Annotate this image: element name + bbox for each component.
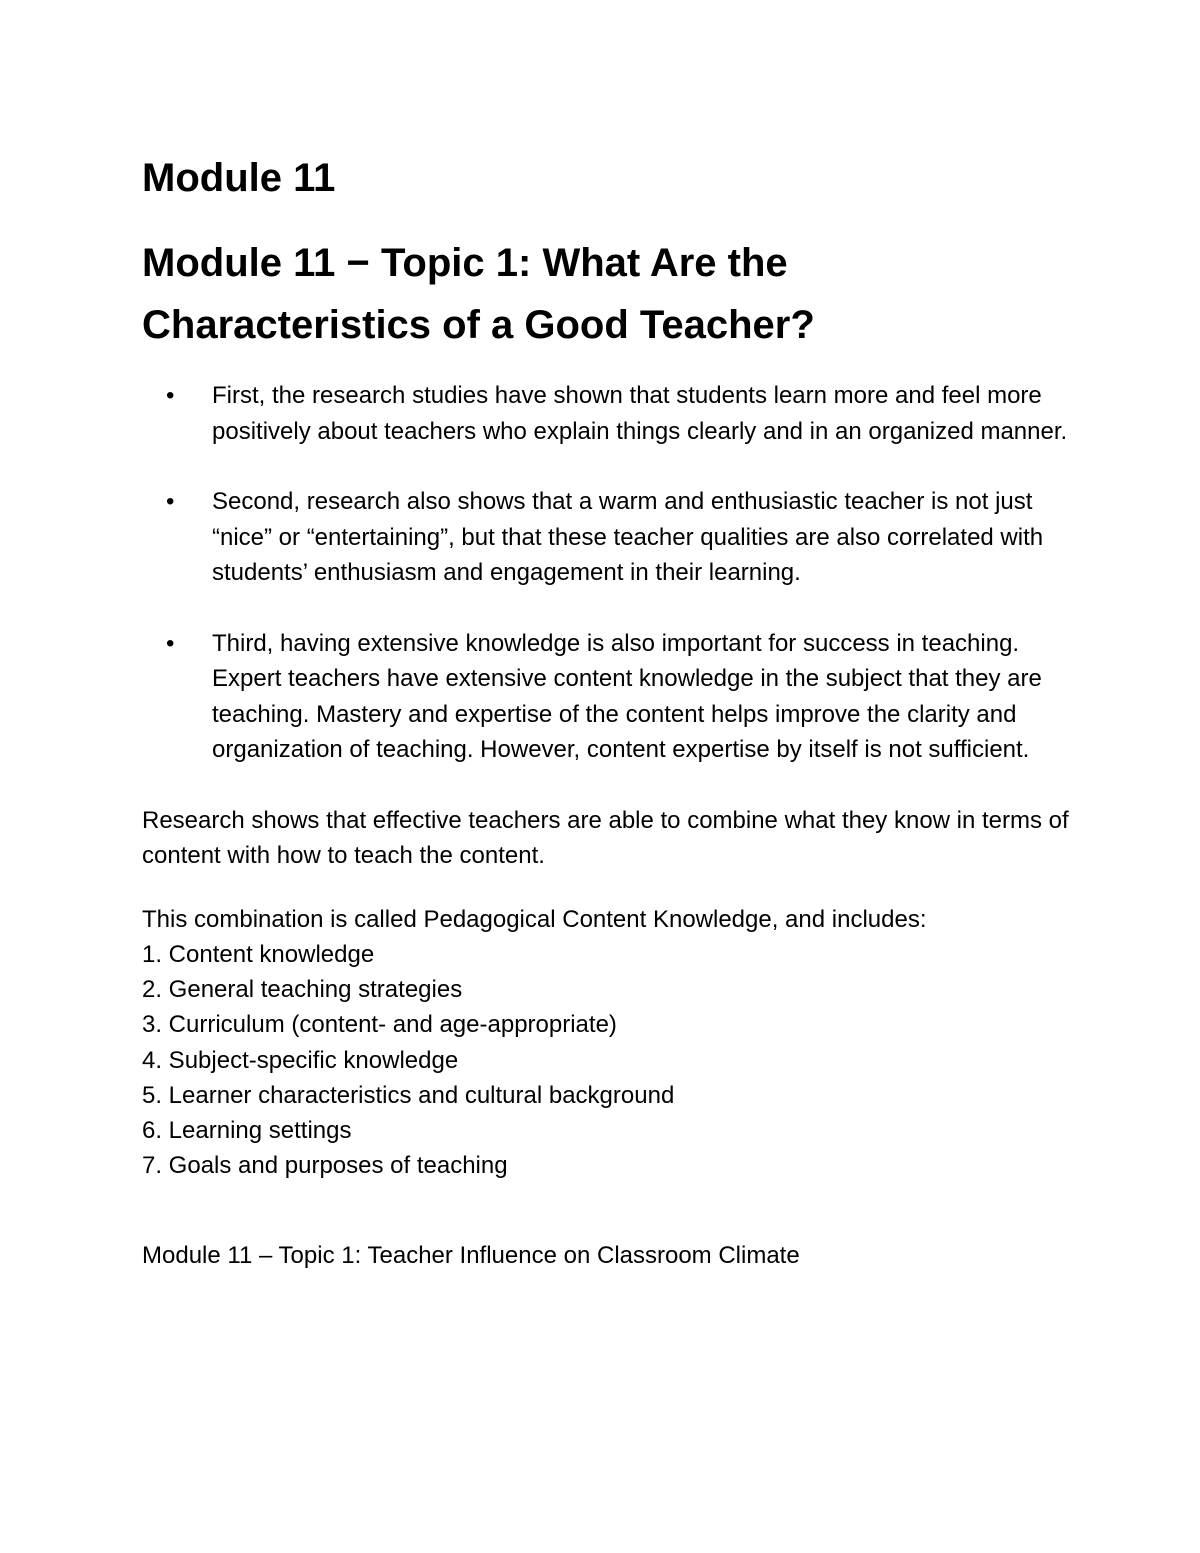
bullet-list [142, 378, 1072, 768]
section-heading: Module 11 – Topic 1: Teacher Influence on Classroom Climate [142, 1242, 800, 1270]
bullet-icon: • [166, 382, 175, 409]
list-item: 1. Content knowledge [142, 941, 375, 968]
paragraph-effective-teachers: Research shows that effective teachers are able to combine what they know in terms of content with how to teach the content. [142, 806, 1069, 869]
list-item: 2. General teaching strategies [142, 976, 463, 1004]
list-item: 6. Learning settings [142, 1117, 352, 1145]
bullet-icon: • [166, 488, 175, 515]
list-item: 5. Learner characteristics and cultural background [142, 1081, 675, 1109]
list-item [142, 484, 1072, 591]
document-page [142, 150, 1072, 1274]
list-item: 4. Subject-specific knowledge [142, 1046, 459, 1074]
list-item: 7. Goals and purposes of teaching [142, 1152, 508, 1180]
paragraph-pck-intro: This combination is called Pedagogical Content Knowledge, and includes: [142, 905, 927, 933]
bullet-icon: • [166, 629, 175, 657]
bullet-text: First, the research studies have shown that students learn more and feel more positively about teachers who explain things clearly and in an organized manner. [212, 382, 1068, 445]
list-item: 3. Curriculum (content- and age-appropriate) [142, 1011, 617, 1039]
document-title: Module 11 [142, 156, 336, 200]
list-item [142, 378, 1072, 449]
bullet-text: Third, having extensive knowledge is also important for success in teaching. Expert teachers have extensive content knowledge in the subject that they are teaching. Mastery and expertise of the content helps improve the clarity and organization of teaching. However, content expertise by itself is not sufficient. [212, 629, 1042, 763]
numbered-list [142, 937, 1072, 1183]
list-item [142, 626, 1072, 768]
bullet-text: Second, research also shows that a warm and enthusiastic teacher is not just “nice” or “entertaining”, but that these teacher qualities are also correlated with students’ enthusiasm and engagement in their learning. [212, 488, 1044, 586]
topic-heading: Module 11 − Topic 1: What Are the Characteristics of a Good Teacher? [142, 241, 815, 347]
